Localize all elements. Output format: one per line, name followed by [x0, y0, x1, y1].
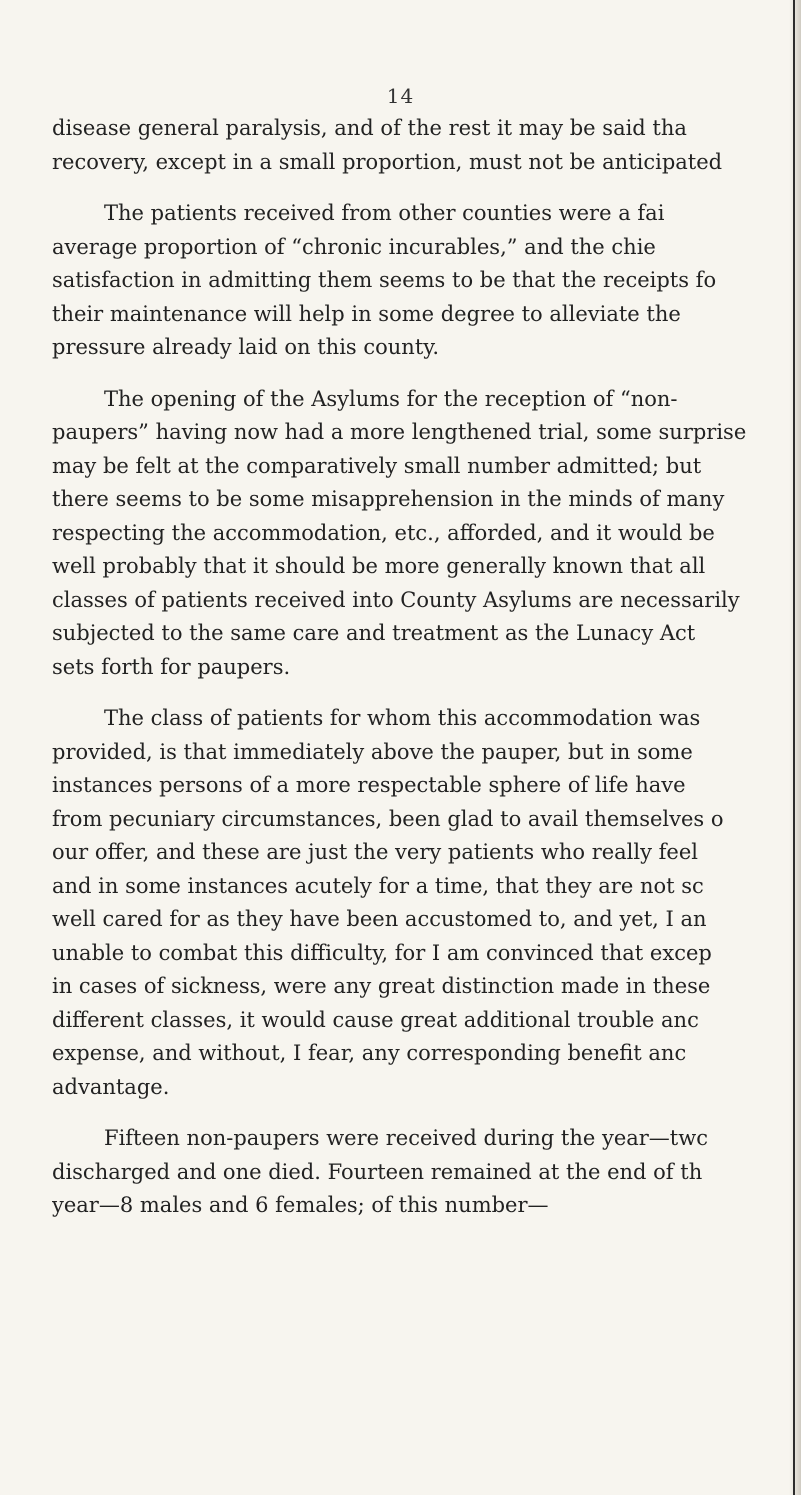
text-line: average proportion of “chronic incurables,” and the chie — [52, 234, 656, 259]
text-line: from pecuniary circumstances, been glad to avail themselves o — [52, 806, 724, 831]
text-line: The class of patients for whom this accommodation was — [104, 706, 701, 730]
paragraph-gap — [52, 365, 782, 383]
text-line: different classes, it would cause great additional trouble anc — [52, 1007, 699, 1032]
paragraph-gap — [52, 179, 782, 197]
text-line: there seems to be some misapprehension in the minds of many — [52, 487, 725, 511]
text-line: our offer, and these are just the very patients who really feel — [52, 840, 698, 864]
page-edge-line — [793, 0, 795, 1495]
text-line: advantage. — [52, 1074, 170, 1099]
text-line: provided, is that immediately above the pauper, but in some — [52, 739, 693, 764]
paragraph-gap — [52, 684, 782, 702]
page-number: 14 — [386, 84, 415, 108]
text-line: may be felt at the comparatively small number admitted; but — [52, 453, 702, 478]
text-line: paupers” having now had a more lengthened trial, some surprise — [52, 420, 747, 444]
paragraph-gap — [52, 1104, 782, 1122]
text-line: subjected to the same care and treatment as the Lunacy Act — [52, 621, 696, 645]
text-line: pressure already laid on this county. — [52, 335, 440, 359]
body-text — [52, 112, 782, 1223]
text-line: their maintenance will help in some degree to alleviate the — [52, 301, 681, 326]
text-line: expense, and without, I fear, any corresponding benefit anc — [52, 1041, 687, 1065]
text-line: satisfaction in admitting them seems to be that the receipts fo — [52, 268, 717, 292]
page-edge-shadow — [789, 0, 801, 1495]
text-line: respecting the accommodation, etc., afforded, and it would be — [52, 520, 715, 545]
text-line: discharged and one died. Fourteen remained at the end of th — [52, 1159, 703, 1184]
text-line: sets forth for paupers. — [52, 654, 291, 679]
text-line: recovery, except in a small proportion, must not be anticipated — [52, 149, 723, 174]
text-line: well cared for as they have been accustomed to, and yet, I an — [52, 907, 707, 931]
text-line: instances persons of a more respectable sphere of life have — [52, 773, 686, 797]
text-line: year—8 males and 6 females; of this number— — [52, 1193, 549, 1217]
text-line: The opening of the Asylums for the reception of “non- — [104, 386, 678, 411]
text-line: well probably that it should be more generally known that all — [52, 554, 706, 578]
text-line: classes of patients received into County Asylums are necessarily — [52, 587, 740, 612]
text-line: and in some instances acutely for a time, that they are not sc — [52, 873, 704, 898]
text-line: The patients received from other counties were a fai — [104, 201, 665, 225]
text-line: disease general paralysis, and of the rest it may be said tha — [52, 116, 687, 140]
text-line: Fifteen non-paupers were received during the year—twc — [104, 1126, 708, 1150]
text-line: unable to combat this difficulty, for I am convinced that excep — [52, 940, 712, 965]
text-line: in cases of sickness, were any great distinction made in these — [52, 974, 711, 998]
